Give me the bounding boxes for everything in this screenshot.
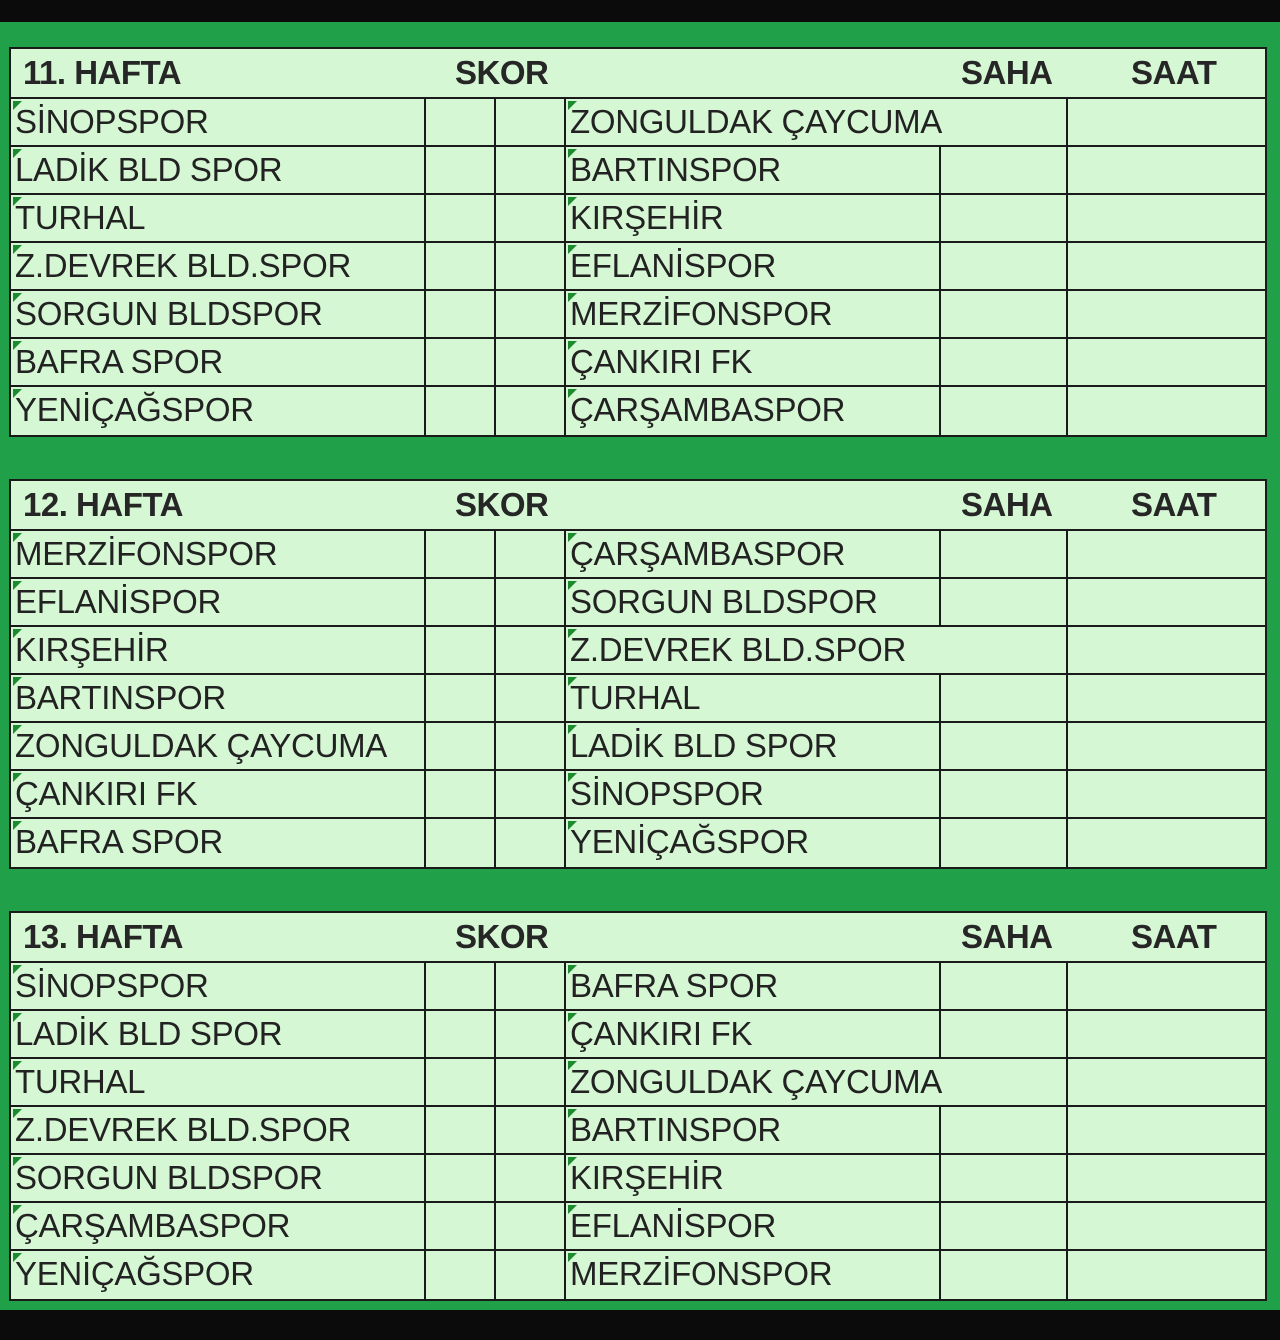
saha-cell[interactable]	[941, 291, 1068, 337]
match-row	[11, 771, 1265, 819]
away-score-cell[interactable]	[496, 1155, 566, 1201]
away-team-cell-name: BARTINSPOR	[570, 151, 781, 188]
away-team-cell	[566, 99, 1068, 145]
match-row	[11, 1203, 1265, 1251]
away-score-cell[interactable]	[496, 1251, 566, 1299]
away-team-cell	[566, 387, 941, 435]
away-team-cell	[566, 531, 941, 577]
home-team-cell-name: SİNOPSPOR	[15, 103, 209, 140]
match-row	[11, 195, 1265, 243]
home-team-cell	[11, 627, 426, 673]
away-team-cell	[566, 1203, 941, 1249]
away-team-cell-name: ÇANKIRI FK	[570, 343, 753, 380]
week-header	[11, 913, 1265, 963]
match-row	[11, 99, 1265, 147]
away-score-cell[interactable]	[496, 723, 566, 769]
bottom-bar	[0, 1310, 1280, 1340]
home-team-cell	[11, 291, 426, 337]
home-team-cell-name: LADİK BLD SPOR	[15, 151, 283, 188]
saha-header: SAHA	[961, 54, 1053, 91]
away-team-cell	[566, 1059, 1068, 1105]
home-score-cell[interactable]	[426, 531, 496, 577]
match-row	[11, 723, 1265, 771]
saha-cell[interactable]	[941, 771, 1068, 817]
home-team-cell	[11, 723, 426, 769]
home-score-cell[interactable]	[426, 1011, 496, 1057]
saha-cell[interactable]	[941, 243, 1068, 289]
away-team-cell	[566, 147, 941, 193]
home-team-cell-name: TURHAL	[15, 1063, 146, 1100]
home-score-cell[interactable]	[426, 195, 496, 241]
home-team-cell-name: Z.DEVREK BLD.SPOR	[15, 1111, 351, 1148]
home-team-cell	[11, 1155, 426, 1201]
away-score-cell[interactable]	[496, 291, 566, 337]
home-team-cell	[11, 531, 426, 577]
away-team-cell-name: ZONGULDAK ÇAYCUMA	[570, 1063, 942, 1100]
away-team-cell-name: EFLANİSPOR	[570, 247, 777, 284]
match-row	[11, 531, 1265, 579]
week-title: 12. HAFTA	[23, 486, 183, 523]
home-team-cell-name: BAFRA SPOR	[15, 823, 223, 860]
match-row	[11, 819, 1265, 867]
home-team-cell	[11, 771, 426, 817]
home-team-cell-name: LADİK BLD SPOR	[15, 1015, 283, 1052]
away-team-cell-name: LADİK BLD SPOR	[570, 727, 838, 764]
home-team-cell	[11, 195, 426, 241]
away-team-cell	[566, 723, 941, 769]
week-header	[11, 481, 1265, 531]
home-team-cell-name: ÇANKIRI FK	[15, 775, 198, 812]
home-score-cell[interactable]	[426, 243, 496, 289]
saha-cell[interactable]	[941, 339, 1068, 385]
home-score-cell[interactable]	[426, 99, 496, 145]
away-score-cell[interactable]	[496, 1203, 566, 1249]
home-team-cell	[11, 1251, 426, 1299]
saha-cell[interactable]	[941, 195, 1068, 241]
week-table	[9, 479, 1267, 869]
saha-cell[interactable]	[941, 819, 1068, 867]
home-score-cell[interactable]	[426, 339, 496, 385]
away-team-cell	[566, 1251, 941, 1299]
match-row	[11, 627, 1265, 675]
home-team-cell	[11, 675, 426, 721]
away-team-cell	[566, 195, 941, 241]
away-score-cell[interactable]	[496, 147, 566, 193]
away-team-cell	[566, 1107, 941, 1153]
away-team-cell	[566, 675, 941, 721]
away-team-cell-name: ZONGULDAK ÇAYCUMA	[570, 103, 942, 140]
home-team-cell-name: TURHAL	[15, 199, 146, 236]
away-score-cell[interactable]	[496, 627, 566, 673]
saha-cell[interactable]	[941, 723, 1068, 769]
away-score-cell[interactable]	[496, 531, 566, 577]
match-row	[11, 1251, 1265, 1299]
saat-header: SAAT	[1131, 486, 1217, 523]
home-team-cell-name: SORGUN BLDSPOR	[15, 295, 323, 332]
match-row	[11, 243, 1265, 291]
home-team-cell	[11, 1107, 426, 1153]
home-score-cell[interactable]	[426, 1059, 496, 1105]
home-team-cell	[11, 1203, 426, 1249]
home-team-cell-name: ÇARŞAMBASPOR	[15, 1207, 291, 1244]
home-score-cell[interactable]	[426, 819, 496, 867]
away-score-cell[interactable]	[496, 387, 566, 435]
away-team-cell-name: EFLANİSPOR	[570, 1207, 777, 1244]
saha-cell[interactable]	[941, 963, 1068, 1009]
home-team-cell-name: YENİÇAĞSPOR	[15, 391, 254, 428]
home-score-cell[interactable]	[426, 1107, 496, 1153]
home-team-cell-name: YENİÇAĞSPOR	[15, 1255, 254, 1292]
home-team-cell	[11, 1011, 426, 1057]
away-score-cell[interactable]	[496, 819, 566, 867]
match-row	[11, 1155, 1265, 1203]
home-team-cell	[11, 99, 426, 145]
saha-cell[interactable]	[941, 147, 1068, 193]
away-team-cell	[566, 963, 941, 1009]
away-score-cell[interactable]	[496, 675, 566, 721]
home-team-cell-name: KIRŞEHİR	[15, 631, 169, 668]
home-team-cell	[11, 339, 426, 385]
home-team-cell-name: SİNOPSPOR	[15, 967, 209, 1004]
away-score-cell[interactable]	[496, 1011, 566, 1057]
home-team-cell-name: Z.DEVREK BLD.SPOR	[15, 247, 351, 284]
home-team-cell-name: MERZİFONSPOR	[15, 535, 278, 572]
away-team-cell-name: TURHAL	[570, 679, 701, 716]
away-team-cell-name: ÇANKIRI FK	[570, 1015, 753, 1052]
away-team-cell-name: YENİÇAĞSPOR	[570, 823, 809, 860]
saha-cell[interactable]	[941, 531, 1068, 577]
home-score-cell[interactable]	[426, 147, 496, 193]
match-row	[11, 963, 1265, 1011]
away-score-cell[interactable]	[496, 963, 566, 1009]
saha-header: SAHA	[961, 918, 1053, 955]
saha-cell[interactable]	[941, 675, 1068, 721]
home-score-cell[interactable]	[426, 1203, 496, 1249]
week-table	[9, 911, 1267, 1301]
week-header	[11, 49, 1265, 99]
away-team-cell	[566, 771, 941, 817]
saha-cell[interactable]	[941, 579, 1068, 625]
away-team-cell-name: MERZİFONSPOR	[570, 1255, 833, 1292]
away-team-cell-name: SORGUN BLDSPOR	[570, 583, 878, 620]
saha-cell[interactable]	[941, 1203, 1068, 1249]
skor-header: SKOR	[455, 486, 549, 523]
away-score-cell[interactable]	[496, 195, 566, 241]
home-team-cell-name: EFLANİSPOR	[15, 583, 222, 620]
away-score-cell[interactable]	[496, 339, 566, 385]
away-team-cell-name: ÇARŞAMBASPOR	[570, 391, 846, 428]
match-row	[11, 147, 1265, 195]
home-team-cell	[11, 579, 426, 625]
match-row	[11, 1011, 1265, 1059]
saha-cell[interactable]	[941, 1155, 1068, 1201]
match-row	[11, 675, 1265, 723]
week-title: 11. HAFTA	[23, 54, 182, 91]
home-score-cell[interactable]	[426, 1251, 496, 1299]
saha-cell[interactable]	[941, 1011, 1068, 1057]
skor-header: SKOR	[455, 54, 549, 91]
saha-header: SAHA	[961, 486, 1053, 523]
away-team-cell	[566, 1155, 941, 1201]
home-team-cell-name: ZONGULDAK ÇAYCUMA	[15, 727, 387, 764]
away-team-cell	[566, 819, 941, 867]
match-row	[11, 1107, 1265, 1155]
away-score-cell[interactable]	[496, 243, 566, 289]
home-score-cell[interactable]	[426, 627, 496, 673]
away-team-cell-name: ÇARŞAMBASPOR	[570, 535, 846, 572]
match-row	[11, 291, 1265, 339]
away-score-cell[interactable]	[496, 771, 566, 817]
away-team-cell-name: BARTINSPOR	[570, 1111, 781, 1148]
home-score-cell[interactable]	[426, 771, 496, 817]
saha-cell[interactable]	[941, 1251, 1068, 1299]
away-team-cell	[566, 579, 941, 625]
home-team-cell	[11, 147, 426, 193]
saat-header: SAAT	[1131, 918, 1217, 955]
skor-header: SKOR	[455, 918, 549, 955]
away-team-cell-name: BAFRA SPOR	[570, 967, 778, 1004]
away-team-cell-name: Z.DEVREK BLD.SPOR	[570, 631, 906, 668]
match-row	[11, 579, 1265, 627]
away-team-cell	[566, 243, 941, 289]
away-team-cell	[566, 339, 941, 385]
away-team-cell-name: KIRŞEHİR	[570, 1159, 724, 1196]
away-team-cell-name: KIRŞEHİR	[570, 199, 724, 236]
home-team-cell	[11, 243, 426, 289]
match-row	[11, 1059, 1265, 1107]
home-score-cell[interactable]	[426, 1155, 496, 1201]
away-team-cell	[566, 1011, 941, 1057]
away-team-cell-name: MERZİFONSPOR	[570, 295, 833, 332]
home-score-cell[interactable]	[426, 963, 496, 1009]
home-score-cell[interactable]	[426, 723, 496, 769]
away-score-cell[interactable]	[496, 1107, 566, 1153]
away-team-cell	[566, 291, 941, 337]
away-score-cell[interactable]	[496, 99, 566, 145]
away-team-cell-name: SİNOPSPOR	[570, 775, 764, 812]
away-team-cell	[566, 627, 1068, 673]
home-team-cell	[11, 963, 426, 1009]
match-row	[11, 387, 1265, 435]
saat-header: SAAT	[1131, 54, 1217, 91]
away-score-cell[interactable]	[496, 579, 566, 625]
home-score-cell[interactable]	[426, 675, 496, 721]
home-team-cell	[11, 819, 426, 867]
home-team-cell-name: SORGUN BLDSPOR	[15, 1159, 323, 1196]
match-row	[11, 339, 1265, 387]
saha-cell[interactable]	[941, 387, 1068, 435]
home-score-cell[interactable]	[426, 579, 496, 625]
home-team-cell-name: BAFRA SPOR	[15, 343, 223, 380]
home-team-cell	[11, 1059, 426, 1105]
home-score-cell[interactable]	[426, 387, 496, 435]
home-team-cell-name: BARTINSPOR	[15, 679, 226, 716]
away-score-cell[interactable]	[496, 1059, 566, 1105]
week-table	[9, 47, 1267, 437]
week-title: 13. HAFTA	[23, 918, 183, 955]
home-score-cell[interactable]	[426, 291, 496, 337]
saha-cell[interactable]	[941, 1107, 1068, 1153]
home-team-cell	[11, 387, 426, 435]
